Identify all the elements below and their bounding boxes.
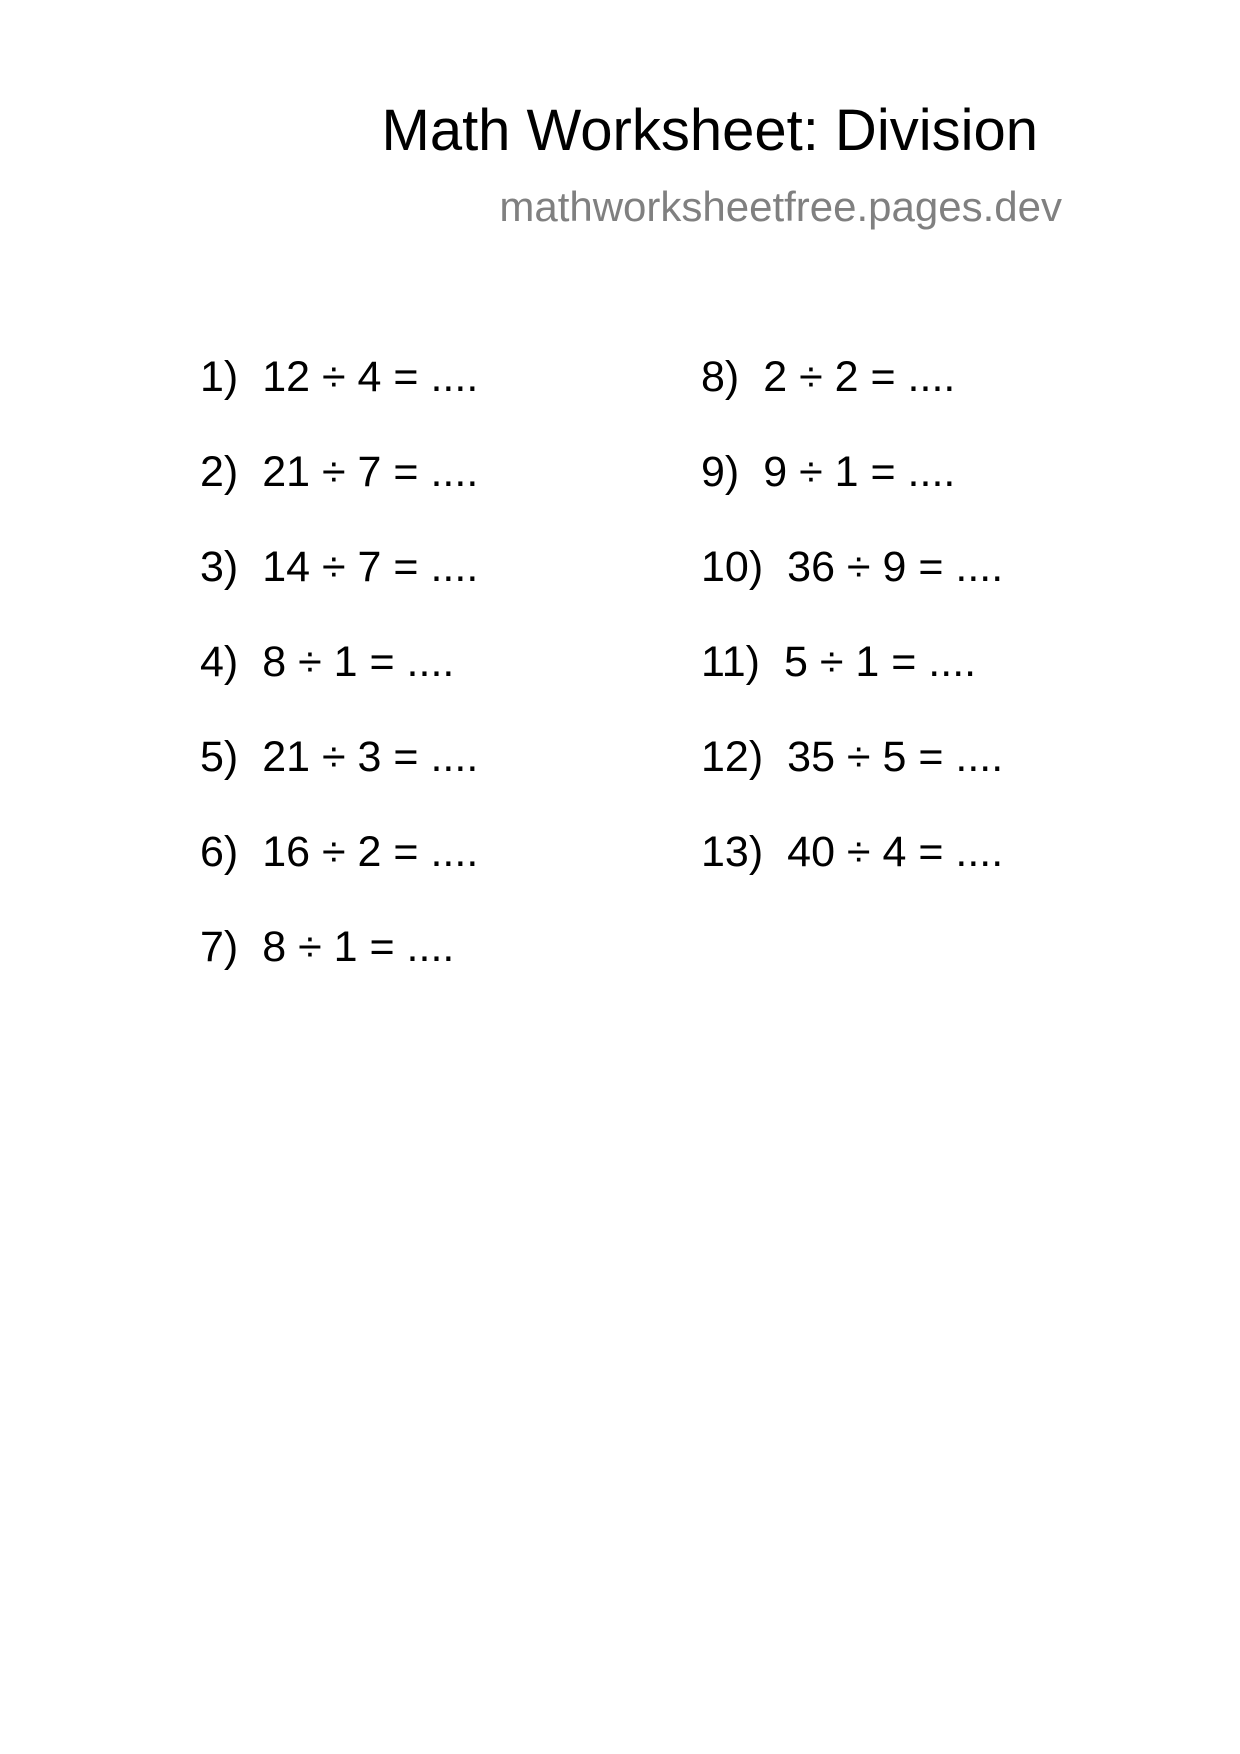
problem-expression: 12 ÷ 4 = .... xyxy=(262,353,479,401)
problem-number: 5) xyxy=(200,733,239,781)
problem-expression: 40 ÷ 4 = .... xyxy=(787,828,1004,876)
problem-item xyxy=(200,827,478,922)
problem-expression: 8 ÷ 1 = .... xyxy=(262,923,455,971)
problem-expression: 21 ÷ 3 = .... xyxy=(262,733,479,781)
problem-number: 1) xyxy=(200,353,239,401)
problem-item xyxy=(200,447,478,542)
problems-left-column xyxy=(200,352,478,1017)
problem-item xyxy=(200,352,478,447)
problem-expression: 8 ÷ 1 = .... xyxy=(262,638,455,686)
problem-item xyxy=(200,637,478,732)
problem-number: 3) xyxy=(200,543,239,591)
problem-item xyxy=(200,732,478,827)
problem-item xyxy=(200,922,478,1017)
problem-item xyxy=(701,827,1003,922)
problem-expression: 14 ÷ 7 = .... xyxy=(262,543,479,591)
problem-item xyxy=(701,637,1003,732)
problem-number: 8) xyxy=(701,353,740,401)
problem-number: 10) xyxy=(701,543,764,591)
site-url: mathworksheetfree.pages.dev xyxy=(499,183,1062,230)
problem-number: 4) xyxy=(200,638,239,686)
problem-expression: 36 ÷ 9 = .... xyxy=(787,543,1004,591)
problem-item xyxy=(701,732,1003,827)
problem-number: 2) xyxy=(200,448,239,496)
problem-item xyxy=(701,352,1003,447)
problem-number: 7) xyxy=(200,923,239,971)
problem-expression: 5 ÷ 1 = .... xyxy=(783,638,977,686)
page-title: Math Worksheet: Division xyxy=(381,98,1038,163)
problem-item xyxy=(701,542,1003,637)
problem-expression: 21 ÷ 7 = .... xyxy=(262,448,479,496)
problem-expression: 9 ÷ 1 = .... xyxy=(763,448,956,496)
problem-number: 9) xyxy=(701,448,740,496)
problem-expression: 16 ÷ 2 = .... xyxy=(262,828,479,876)
problem-number: 13) xyxy=(701,828,764,876)
problems-right-column xyxy=(701,352,1003,922)
problem-expression: 2 ÷ 2 = .... xyxy=(763,353,956,401)
problem-item xyxy=(701,447,1003,542)
problem-number: 6) xyxy=(200,828,239,876)
problem-expression: 35 ÷ 5 = .... xyxy=(787,733,1004,781)
problem-item xyxy=(200,542,478,637)
problem-number: 12) xyxy=(701,733,764,781)
problem-number: 11) xyxy=(701,638,760,686)
